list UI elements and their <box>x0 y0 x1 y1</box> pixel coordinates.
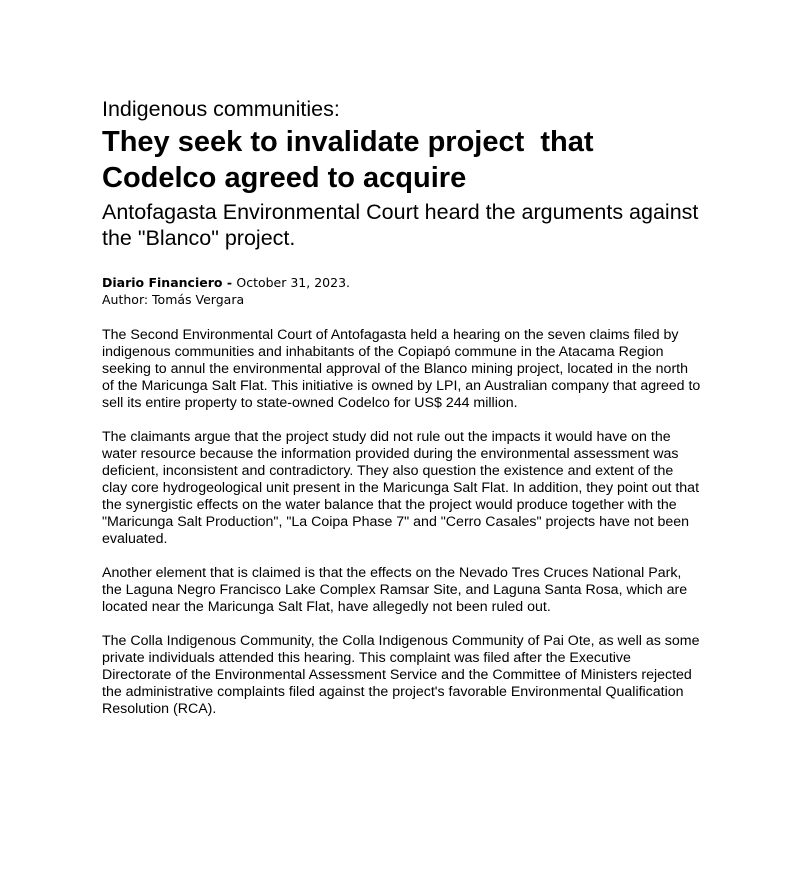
byline-source-date <box>102 274 702 291</box>
body-paragraph: Another element that is claimed is that the effects on the Nevado Tres Cruces National Park, the Laguna Negro Francisco Lake Complex Ramsar Site, and Laguna Santa Rosa, which are located near the Maricunga Salt Flat, have allegedly not been ruled out. <box>102 565 688 615</box>
article-body <box>102 327 702 718</box>
publish-date: October 31, 2023. <box>236 275 350 290</box>
body-paragraph: The claimants argue that the project study did not rule out the impacts it would have on the water resource because the information provided during the environmental assessment was deficient, inconsistent and contradictory. They also question the existence and extent of the clay core hydrogeological unit present in the Maricunga Salt Flat. In addition, they point out that the synergistic effects on the water balance that the project would produce together with the "Maricunga Salt Production", "La Coipa Phase 7" and "Cerro Casales" projects have not been evaluated. <box>102 429 700 547</box>
body-paragraph: The Colla Indigenous Community, the Colla Indigenous Community of Pai Ote, as well as some private individuals attended this hearing. This complaint was filed after the Executive Directorate of the Environmental Assessment Service and the Committee of Ministers rejected the administrative complaints filed against the project's favorable Environmental Qualification Resolution (RCA). <box>102 633 700 717</box>
article-headline: They seek to invalidate project that Codelco agreed to acquire <box>102 126 602 194</box>
article <box>102 96 702 735</box>
article-meta <box>102 274 702 308</box>
source-name: Diario Financiero - <box>102 275 237 290</box>
author-line: Author: Tomás Vergara <box>102 292 245 307</box>
article-subhead: Antofagasta Environmental Court heard the arguments against the "Blanco" project. <box>102 200 699 250</box>
body-paragraph: The Second Environmental Court of Antofagasta held a hearing on the seven claims filed by indigenous communities and inhabitants of the Copiapó commune in the Atacama Region seeking to annul the environmental approval of the Blanco mining project, located in the north of the Maricunga Salt Flat. This initiative is owned by LPI, an Australian company that agreed to sell its entire property to state-owned Codelco for US$ 244 million. <box>102 327 701 411</box>
article-kicker: Indigenous communities: <box>102 97 340 121</box>
